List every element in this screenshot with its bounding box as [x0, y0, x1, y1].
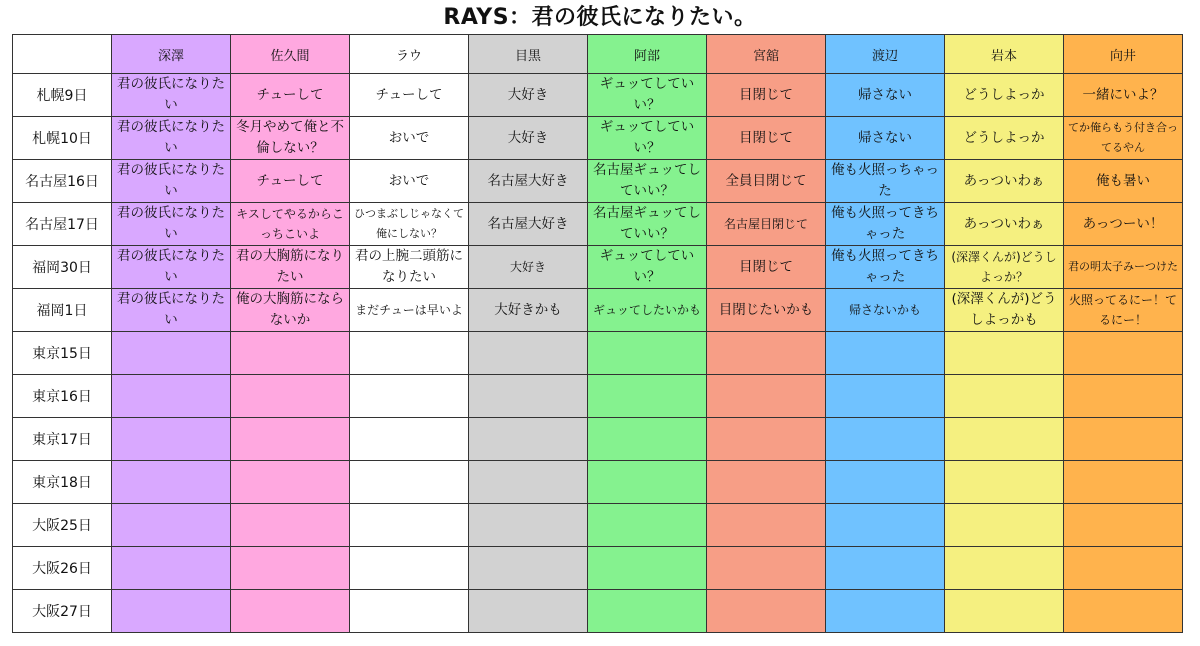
empty-cell — [588, 418, 707, 461]
line-cell: チューして — [231, 74, 350, 117]
empty-cell — [945, 418, 1064, 461]
empty-cell — [1064, 332, 1183, 375]
empty-cell — [707, 504, 826, 547]
empty-cell — [231, 332, 350, 375]
rays-line-table — [12, 34, 1183, 633]
date-cell: 東京15日 — [13, 332, 112, 375]
empty-cell — [231, 418, 350, 461]
empty-cell — [469, 418, 588, 461]
date-cell: 札幌9日 — [13, 74, 112, 117]
line-cell: 君の彼氏になりたい — [112, 246, 231, 289]
empty-cell — [826, 375, 945, 418]
line-cell: ギュッてしたいかも — [588, 289, 707, 332]
empty-cell — [469, 504, 588, 547]
date-cell: 大阪25日 — [13, 504, 112, 547]
line-cell: 俺も火照っちゃった — [826, 160, 945, 203]
line-cell: 君の彼氏になりたい — [112, 117, 231, 160]
line-cell: 俺も火照ってきちゃった — [826, 246, 945, 289]
line-cell: 大好き — [469, 117, 588, 160]
line-cell: おいで — [350, 160, 469, 203]
line-cell: 名古屋大好き — [469, 203, 588, 246]
table-row — [13, 461, 1183, 504]
empty-cell — [231, 547, 350, 590]
empty-cell — [945, 504, 1064, 547]
empty-cell — [826, 332, 945, 375]
date-cell: 東京18日 — [13, 461, 112, 504]
empty-cell — [707, 332, 826, 375]
date-cell: 大阪27日 — [13, 590, 112, 633]
empty-cell — [707, 547, 826, 590]
empty-cell — [588, 504, 707, 547]
empty-cell — [1064, 418, 1183, 461]
date-cell: 大阪26日 — [13, 547, 112, 590]
line-cell: 火照ってるにー！てるにー！ — [1064, 289, 1183, 332]
empty-cell — [707, 590, 826, 633]
empty-cell — [469, 375, 588, 418]
table-row — [13, 547, 1183, 590]
member-header: 目黒 — [469, 35, 588, 74]
empty-cell — [826, 504, 945, 547]
page-title: RAYS：君の彼氏になりたい。 — [443, 5, 757, 30]
empty-cell — [588, 547, 707, 590]
line-cell: 全員目閉じて — [707, 160, 826, 203]
empty-cell — [945, 547, 1064, 590]
line-cell: 俺も暑い — [1064, 160, 1183, 203]
line-cell: 名古屋ギュッてしていい？ — [588, 203, 707, 246]
empty-cell — [1064, 590, 1183, 633]
member-header: 深澤 — [112, 35, 231, 74]
member-header: 阿部 — [588, 35, 707, 74]
table-row — [13, 74, 1183, 117]
line-cell: まだチューは早いよ — [350, 289, 469, 332]
line-cell: あっつーい！ — [1064, 203, 1183, 246]
line-cell: 大好きかも — [469, 289, 588, 332]
table-row — [13, 504, 1183, 547]
line-cell: ギュッてしていい？ — [588, 117, 707, 160]
table-row — [13, 160, 1183, 203]
empty-cell — [588, 590, 707, 633]
member-header: 岩本 — [945, 35, 1064, 74]
table-row — [13, 117, 1183, 160]
line-cell: チューして — [231, 160, 350, 203]
empty-cell — [350, 375, 469, 418]
line-cell: ひつまぶしじゃなくて俺にしない？ — [350, 203, 469, 246]
line-cell: 目閉じて — [707, 246, 826, 289]
empty-cell — [588, 375, 707, 418]
line-cell: 帰さない — [826, 74, 945, 117]
line-cell: 君の上腕二頭筋になりたい — [350, 246, 469, 289]
line-cell: 一緒にいよ？ — [1064, 74, 1183, 117]
line-cell: あっついわぁ — [945, 203, 1064, 246]
line-cell: 目閉じたいかも — [707, 289, 826, 332]
empty-cell — [945, 590, 1064, 633]
empty-cell — [350, 590, 469, 633]
line-cell: 君の大胸筋になりたい — [231, 246, 350, 289]
line-cell: 大好き — [469, 74, 588, 117]
empty-cell — [707, 461, 826, 504]
empty-cell — [945, 332, 1064, 375]
empty-cell — [112, 547, 231, 590]
empty-cell — [945, 461, 1064, 504]
line-cell: 帰さないかも — [826, 289, 945, 332]
line-cell: ギュッてしていい？ — [588, 246, 707, 289]
table-row — [13, 418, 1183, 461]
empty-cell — [350, 332, 469, 375]
empty-cell — [350, 504, 469, 547]
date-cell: 福岡1日 — [13, 289, 112, 332]
empty-cell — [1064, 461, 1183, 504]
line-cell: 君の彼氏になりたい — [112, 289, 231, 332]
table-row — [13, 246, 1183, 289]
empty-cell — [469, 461, 588, 504]
empty-cell — [350, 547, 469, 590]
line-cell: 名古屋ギュッてしていい？ — [588, 160, 707, 203]
member-header: 向井 — [1064, 35, 1183, 74]
table-row — [13, 203, 1183, 246]
line-cell: どうしよっか — [945, 74, 1064, 117]
empty-cell — [1064, 547, 1183, 590]
line-cell: 名古屋目閉じて — [707, 203, 826, 246]
empty-cell — [1064, 504, 1183, 547]
date-cell: 名古屋17日 — [13, 203, 112, 246]
empty-cell — [350, 418, 469, 461]
line-cell: 君の明太子みーつけた — [1064, 246, 1183, 289]
empty-cell — [826, 418, 945, 461]
date-cell: 東京16日 — [13, 375, 112, 418]
member-header: 宮舘 — [707, 35, 826, 74]
date-cell: 東京17日 — [13, 418, 112, 461]
line-cell: 君の彼氏になりたい — [112, 203, 231, 246]
member-header: 渡辺 — [826, 35, 945, 74]
line-cell: 俺も火照ってきちゃった — [826, 203, 945, 246]
empty-cell — [826, 547, 945, 590]
empty-cell — [112, 332, 231, 375]
line-cell: 名古屋大好き — [469, 160, 588, 203]
date-cell: 名古屋16日 — [13, 160, 112, 203]
empty-cell — [231, 461, 350, 504]
table-row — [13, 375, 1183, 418]
date-cell: 札幌10日 — [13, 117, 112, 160]
line-cell: あっついわぁ — [945, 160, 1064, 203]
member-header: ラウ — [350, 35, 469, 74]
empty-cell — [231, 504, 350, 547]
line-cell: 俺の大胸筋にならないか — [231, 289, 350, 332]
empty-cell — [707, 418, 826, 461]
date-cell: 福岡30日 — [13, 246, 112, 289]
empty-cell — [707, 375, 826, 418]
line-cell: てか俺らもう付き合ってるやん — [1064, 117, 1183, 160]
empty-cell — [588, 332, 707, 375]
empty-cell — [112, 418, 231, 461]
line-cell: ギュッてしていい？ — [588, 74, 707, 117]
line-cell: 冬月やめて俺と不倫しない？ — [231, 117, 350, 160]
corner-cell — [13, 35, 112, 74]
line-cell: 君の彼氏になりたい — [112, 160, 231, 203]
empty-cell — [231, 590, 350, 633]
line-cell: 目閉じて — [707, 117, 826, 160]
table-row — [13, 289, 1183, 332]
empty-cell — [112, 461, 231, 504]
line-cell: キスしてやるからこっちこいよ — [231, 203, 350, 246]
empty-cell — [112, 375, 231, 418]
table-row — [13, 332, 1183, 375]
empty-cell — [469, 590, 588, 633]
empty-cell — [350, 461, 469, 504]
empty-cell — [945, 375, 1064, 418]
member-header: 佐久間 — [231, 35, 350, 74]
line-cell: 目閉じて — [707, 74, 826, 117]
line-cell: チューして — [350, 74, 469, 117]
empty-cell — [588, 461, 707, 504]
line-cell: (深澤くんが)どうしよっか？ — [945, 246, 1064, 289]
line-cell: 君の彼氏になりたい — [112, 74, 231, 117]
line-cell: おいで — [350, 117, 469, 160]
table-row — [13, 590, 1183, 633]
empty-cell — [112, 590, 231, 633]
empty-cell — [826, 590, 945, 633]
empty-cell — [826, 461, 945, 504]
empty-cell — [469, 332, 588, 375]
empty-cell — [469, 547, 588, 590]
header-row — [13, 35, 1183, 74]
line-cell: どうしよっか — [945, 117, 1064, 160]
empty-cell — [1064, 375, 1183, 418]
line-cell: 帰さない — [826, 117, 945, 160]
empty-cell — [231, 375, 350, 418]
line-cell: (深澤くんが)どうしよっかも — [945, 289, 1064, 332]
line-cell: 大好き — [469, 246, 588, 289]
empty-cell — [112, 504, 231, 547]
